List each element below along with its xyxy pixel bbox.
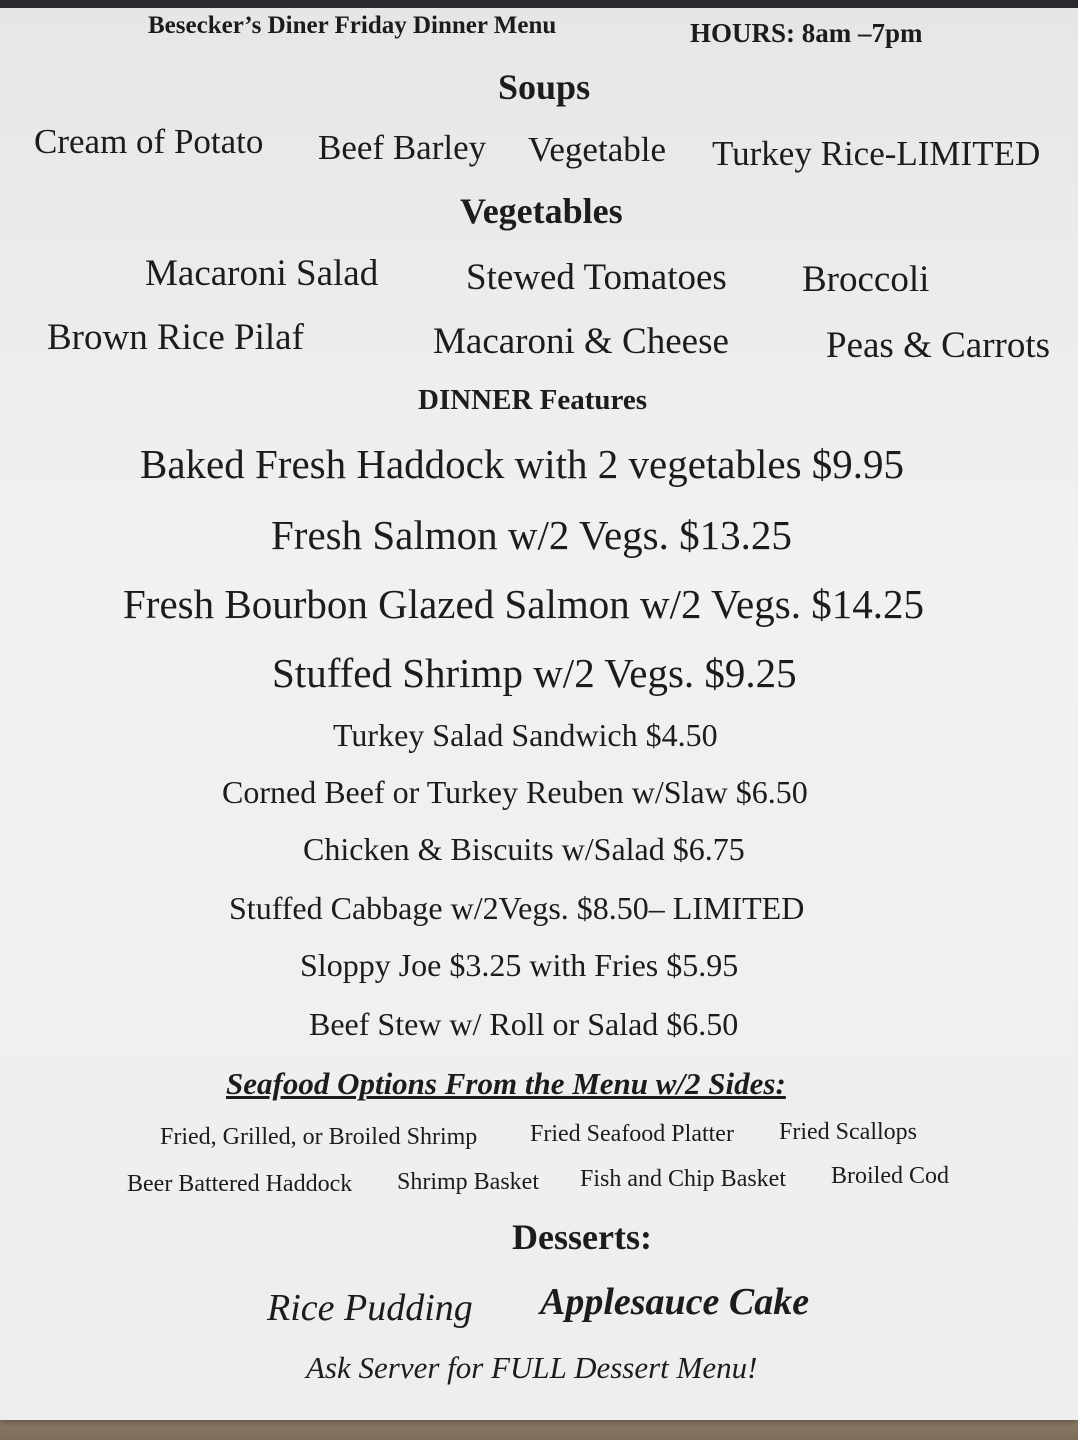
vegetable-item: Peas & Carrots [826,325,1051,366]
dinner-item: Stuffed Shrimp w/2 Vegs. $9.25 [272,650,797,696]
vegetables-heading: Vegetables [460,191,623,231]
seafood-item: Fried Seafood Platter [530,1121,734,1147]
dinner-item: Fresh Salmon w/2 Vegs. $13.25 [271,512,792,558]
seafood-item: Fried Scallops [779,1119,917,1145]
seafood-item: Fried, Grilled, or Broiled Shrimp [160,1124,478,1150]
soups-heading: Soups [498,67,591,107]
dinner-item: Beef Stew w/ Roll or Salad $6.50 [309,1006,739,1042]
soup-item: Beef Barley [318,128,487,167]
soup-item: Vegetable [528,130,666,169]
soup-item: Cream of Potato [34,122,264,161]
vegetable-item: Stewed Tomatoes [466,257,727,298]
dinner-item: Baked Fresh Haddock with 2 vegetables $9.95 [140,441,905,487]
dessert-item: Rice Pudding [267,1287,473,1329]
seafood-heading: Seafood Options From the Menu w/2 Sides: [226,1066,786,1101]
desserts-heading: Desserts: [512,1217,652,1257]
menu-title: Besecker’s Diner Friday Dinner Menu [148,12,557,39]
seafood-item: Beer Battered Haddock [127,1171,353,1197]
dinner-item: Chicken & Biscuits w/Salad $6.75 [303,831,745,867]
dinner-item: Sloppy Joe $3.25 with Fries $5.95 [300,947,739,983]
dessert-item: Applesauce Cake [540,1281,810,1323]
vegetable-item: Brown Rice Pilaf [47,317,304,358]
hours-text: HOURS: 8am –7pm [690,18,923,48]
dinner-item: Corned Beef or Turkey Reuben w/Slaw $6.50 [222,774,808,810]
dinner-heading: DINNER Features [418,384,648,416]
dinner-item: Turkey Salad Sandwich $4.50 [333,717,718,753]
seafood-item: Broiled Cod [831,1163,949,1189]
dinner-item: Fresh Bourbon Glazed Salmon w/2 Vegs. $14.25 [123,581,924,627]
seafood-item: Fish and Chip Basket [580,1166,787,1192]
vegetable-item: Macaroni & Cheese [433,321,729,362]
seafood-item: Shrimp Basket [397,1169,539,1195]
dinner-item: Stuffed Cabbage w/2Vegs. $8.50– LIMITED [229,890,805,926]
vegetable-item: Macaroni Salad [145,253,379,294]
vegetable-item: Broccoli [802,259,930,300]
top-edge [0,0,1078,8]
dessert-note: Ask Server for FULL Dessert Menu! [306,1350,758,1385]
soup-item: Turkey Rice-LIMITED [712,134,1041,173]
